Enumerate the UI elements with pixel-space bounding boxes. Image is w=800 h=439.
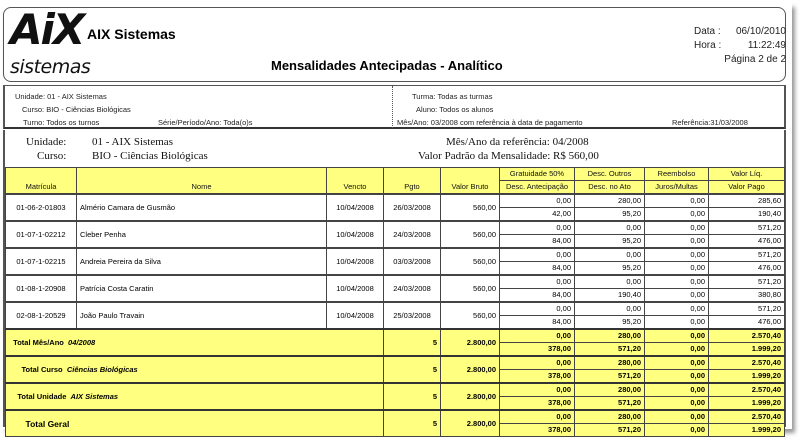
table-header-row-1 — [6, 168, 785, 181]
col-reembolso: Reembolso — [645, 168, 709, 181]
total-valor-pago: 1.999,20 — [709, 397, 785, 411]
filter-turma-value: Todas as turmas — [437, 92, 493, 101]
group-curso-label: Curso: — [37, 150, 67, 162]
time-value: 11:22:49 — [747, 40, 786, 51]
cell-valor-pago: 190,40 — [709, 208, 785, 222]
col-valor-pago: Valor Pago — [709, 181, 785, 195]
cell-reembolso: 0,00 — [645, 221, 709, 235]
filter-curso-value: BIO - Ciências Biológicas — [46, 105, 131, 114]
table-row — [6, 194, 785, 208]
cell-desc-ato: 95,20 — [575, 208, 645, 222]
cell-desc-ato: 95,20 — [575, 262, 645, 276]
col-desc-ato: Desc. no Ato — [575, 181, 645, 195]
total-desc-ato: 571,20 — [575, 343, 645, 357]
cell-juros: 0,00 — [645, 316, 709, 330]
cell-vencto: 10/04/2008 — [327, 221, 384, 248]
group-ref-label — [446, 136, 589, 148]
total-reembolso: 0,00 — [645, 383, 709, 397]
total-reembolso: 0,00 — [645, 329, 709, 343]
total-reembolso: 0,00 — [645, 356, 709, 370]
cell-juros: 0,00 — [645, 235, 709, 249]
total-label — [6, 329, 384, 356]
table-row — [6, 248, 785, 262]
total-desc-antecipacao: 378,00 — [500, 343, 575, 357]
total-valor-liq: 2.570,40 — [709, 383, 785, 397]
cell-valor-pago: 380,80 — [709, 289, 785, 303]
date-value: 06/10/2010 — [735, 26, 786, 37]
page-indicator: Página 2 de 2 — [724, 54, 786, 65]
cell-desc-antecipacao: 84,00 — [500, 262, 575, 276]
total-juros: 0,00 — [645, 424, 709, 437]
filter-serie-label: Série/Período/Ano: — [158, 118, 222, 127]
cell-gratuidade: 0,00 — [500, 302, 575, 316]
table-row — [6, 275, 785, 289]
company-logo — [10, 5, 91, 82]
logo-sub-text: sistemas — [10, 56, 91, 78]
cell-valor-liq: 571,20 — [709, 248, 785, 262]
group-curso-value: BIO - Ciências Biológicas — [92, 150, 208, 162]
col-vencto: Vencto — [327, 168, 384, 195]
total-label-text: Total Curso — [21, 364, 63, 374]
total-desc-outros: 280,00 — [575, 329, 645, 343]
total-desc-ato: 571,20 — [575, 424, 645, 437]
total-desc-antecipacao: 378,00 — [500, 424, 575, 437]
cell-desc-antecipacao: 84,00 — [500, 235, 575, 249]
cell-reembolso: 0,00 — [645, 194, 709, 208]
cell-gratuidade: 0,00 — [500, 248, 575, 262]
cell-nome: João Paulo Travain — [77, 302, 327, 329]
logo-main-text: AiX — [10, 5, 84, 54]
total-bruto: 2.800,00 — [441, 383, 500, 410]
cell-nome: Patrícia Costa Caratin — [77, 275, 327, 302]
cell-desc-outros: 280,00 — [575, 194, 645, 208]
filter-mesano-value: 03/2008 com referência à data de pagamento — [430, 118, 583, 127]
cell-desc-antecipacao: 42,00 — [500, 208, 575, 222]
col-pgto: Pgto — [384, 168, 441, 195]
total-gratuidade: 0,00 — [500, 329, 575, 343]
cell-matricula: 02-08-1-20529 — [6, 302, 77, 329]
cell-gratuidade: 0,00 — [500, 194, 575, 208]
col-valor-liq: Valor Líq. — [709, 168, 785, 181]
total-row-unidade — [6, 383, 785, 397]
total-label-text: Total Mês/Ano — [13, 337, 64, 347]
total-valor-pago: 1.999,20 — [709, 343, 785, 357]
cell-bruto: 560,00 — [441, 194, 500, 221]
total-juros: 0,00 — [645, 370, 709, 384]
filter-turno-label: Turno: — [23, 118, 45, 127]
total-desc-outros: 280,00 — [575, 356, 645, 370]
col-matricula: Matrícula — [6, 168, 77, 195]
total-gratuidade: 0,00 — [500, 356, 575, 370]
filter-turma-label: Turma: — [412, 92, 436, 101]
total-row-curso — [6, 356, 785, 370]
total-reembolso: 0,00 — [645, 410, 709, 424]
total-row-geral — [6, 410, 785, 424]
cell-bruto: 560,00 — [441, 221, 500, 248]
col-desc-antecipacao: Desc. Antecipação — [500, 181, 575, 195]
date-label: Data : — [694, 26, 721, 37]
group-valor-label — [418, 150, 599, 162]
filter-serie-value: Toda(o)s — [223, 118, 253, 127]
time-label: Hora : — [694, 40, 722, 51]
total-label — [6, 356, 384, 383]
total-count: 5 — [384, 356, 441, 383]
group-unidade-value: 01 - AIX Sistemas — [92, 136, 173, 148]
total-bruto: 2.800,00 — [441, 329, 500, 356]
filter-turno-value: Todos os turnos — [46, 118, 100, 127]
filter-referencia-value: 31/03/2008 — [710, 118, 748, 127]
total-label — [6, 383, 384, 410]
cell-nome: Almério Camara de Gusmão — [77, 194, 327, 221]
col-nome: Nome — [77, 168, 327, 195]
total-label — [6, 410, 384, 437]
report-meta — [694, 25, 786, 67]
cell-matricula: 01-07-1-02212 — [6, 221, 77, 248]
cell-valor-pago: 476,00 — [709, 316, 785, 330]
total-desc-antecipacao: 378,00 — [500, 370, 575, 384]
total-count: 5 — [384, 329, 441, 356]
total-valor-liq: 2.570,40 — [709, 329, 785, 343]
cell-desc-outros: 0,00 — [575, 248, 645, 262]
filter-divider — [392, 86, 393, 128]
cell-nome: Cleber Penha — [77, 221, 327, 248]
total-qualifier: AIX Sistemas — [70, 391, 119, 401]
filter-aluno-label: Aluno: — [416, 105, 438, 114]
cell-desc-outros: 0,00 — [575, 302, 645, 316]
total-row-mes-ano — [6, 329, 785, 343]
total-count: 5 — [384, 410, 441, 437]
total-count: 5 — [384, 383, 441, 410]
cell-desc-outros: 0,00 — [575, 221, 645, 235]
table-row — [6, 302, 785, 316]
cell-pgto: 26/03/2008 — [384, 194, 441, 221]
cell-desc-ato: 95,20 — [575, 235, 645, 249]
group-unidade-label: Unidade: — [26, 136, 67, 148]
cell-juros: 0,00 — [645, 262, 709, 276]
total-valor-liq: 2.570,40 — [709, 410, 785, 424]
cell-bruto: 560,00 — [441, 248, 500, 275]
cell-vencto: 10/04/2008 — [327, 194, 384, 221]
cell-juros: 0,00 — [645, 289, 709, 303]
report-header — [3, 7, 786, 82]
total-label-text: Total Unidade — [17, 391, 67, 401]
total-desc-outros: 280,00 — [575, 383, 645, 397]
cell-bruto: 560,00 — [441, 302, 500, 329]
cell-desc-outros: 0,00 — [575, 275, 645, 289]
filter-unidade-label: Unidade: — [15, 92, 46, 101]
cell-valor-liq: 285,60 — [709, 194, 785, 208]
company-name: AIX Sistemas — [87, 26, 176, 42]
total-juros: 0,00 — [645, 343, 709, 357]
total-qualifier: 04/2008 — [68, 337, 96, 347]
total-desc-ato: 571,20 — [575, 397, 645, 411]
cell-desc-ato: 95,20 — [575, 316, 645, 330]
cell-desc-ato: 190,40 — [575, 289, 645, 303]
cell-matricula: 01-08-1-20908 — [6, 275, 77, 302]
total-gratuidade: 0,00 — [500, 410, 575, 424]
cell-valor-liq: 571,20 — [709, 221, 785, 235]
total-juros: 0,00 — [645, 397, 709, 411]
total-qualifier: Ciências Biológicas — [66, 364, 138, 374]
cell-reembolso: 0,00 — [645, 275, 709, 289]
col-valor-bruto: Valor Bruto — [441, 168, 500, 195]
cell-valor-pago: 476,00 — [709, 235, 785, 249]
cell-pgto: 25/03/2008 — [384, 302, 441, 329]
cell-nome: Andreia Pereira da Silva — [77, 248, 327, 275]
cell-desc-antecipacao: 84,00 — [500, 289, 575, 303]
total-desc-antecipacao: 378,00 — [500, 397, 575, 411]
cell-valor-liq: 571,20 — [709, 302, 785, 316]
group-ref-value: 04/2008 — [552, 136, 589, 148]
total-gratuidade: 0,00 — [500, 383, 575, 397]
cell-pgto: 24/03/2008 — [384, 275, 441, 302]
cell-pgto: 03/03/2008 — [384, 248, 441, 275]
cell-vencto: 10/04/2008 — [327, 275, 384, 302]
cell-reembolso: 0,00 — [645, 302, 709, 316]
filter-mesano-label: Mês/Ano: — [397, 118, 429, 127]
cell-desc-antecipacao: 84,00 — [500, 316, 575, 330]
total-valor-pago: 1.999,20 — [709, 424, 785, 437]
cell-reembolso: 0,00 — [645, 248, 709, 262]
cell-juros: 0,00 — [645, 208, 709, 222]
cell-vencto: 10/04/2008 — [327, 248, 384, 275]
total-label-text: Total Geral — [25, 418, 70, 429]
total-bruto: 2.800,00 — [441, 410, 500, 437]
payments-table — [5, 167, 785, 437]
cell-pgto: 24/03/2008 — [384, 221, 441, 248]
total-valor-liq: 2.570,40 — [709, 356, 785, 370]
filter-curso-label: Curso: — [22, 105, 45, 114]
cell-bruto: 560,00 — [441, 275, 500, 302]
total-bruto: 2.800,00 — [441, 356, 500, 383]
group-valor-value: R$ 560,00 — [553, 150, 599, 162]
cell-valor-pago: 476,00 — [709, 262, 785, 276]
filter-aluno-value: Todos os alunos — [439, 105, 494, 114]
cell-gratuidade: 0,00 — [500, 221, 575, 235]
cell-matricula: 01-07-1-02215 — [6, 248, 77, 275]
cell-matricula: 01-06-2-01803 — [6, 194, 77, 221]
filter-unidade-value: 01 - AIX Sistemas — [47, 92, 107, 101]
filter-referencia-label: Referência: — [672, 118, 711, 127]
filter-summary — [3, 85, 786, 129]
group-valor-label-text: Valor Padrão da Mensalidade: — [418, 150, 551, 162]
col-desc-outros: Desc. Outros — [575, 168, 645, 181]
total-desc-ato: 571,20 — [575, 370, 645, 384]
cell-valor-liq: 571,20 — [709, 275, 785, 289]
cell-vencto: 10/04/2008 — [327, 302, 384, 329]
cell-gratuidade: 0,00 — [500, 275, 575, 289]
col-gratuidade: Gratuidade 50% — [500, 168, 575, 181]
table-row — [6, 221, 785, 235]
total-valor-pago: 1.999,20 — [709, 370, 785, 384]
col-juros: Juros/Multas — [645, 181, 709, 195]
group-ref-label-text: Mês/Ano da referência: — [446, 136, 550, 148]
report-title: Mensalidades Antecipadas - Analítico — [271, 58, 503, 73]
total-desc-outros: 280,00 — [575, 410, 645, 424]
